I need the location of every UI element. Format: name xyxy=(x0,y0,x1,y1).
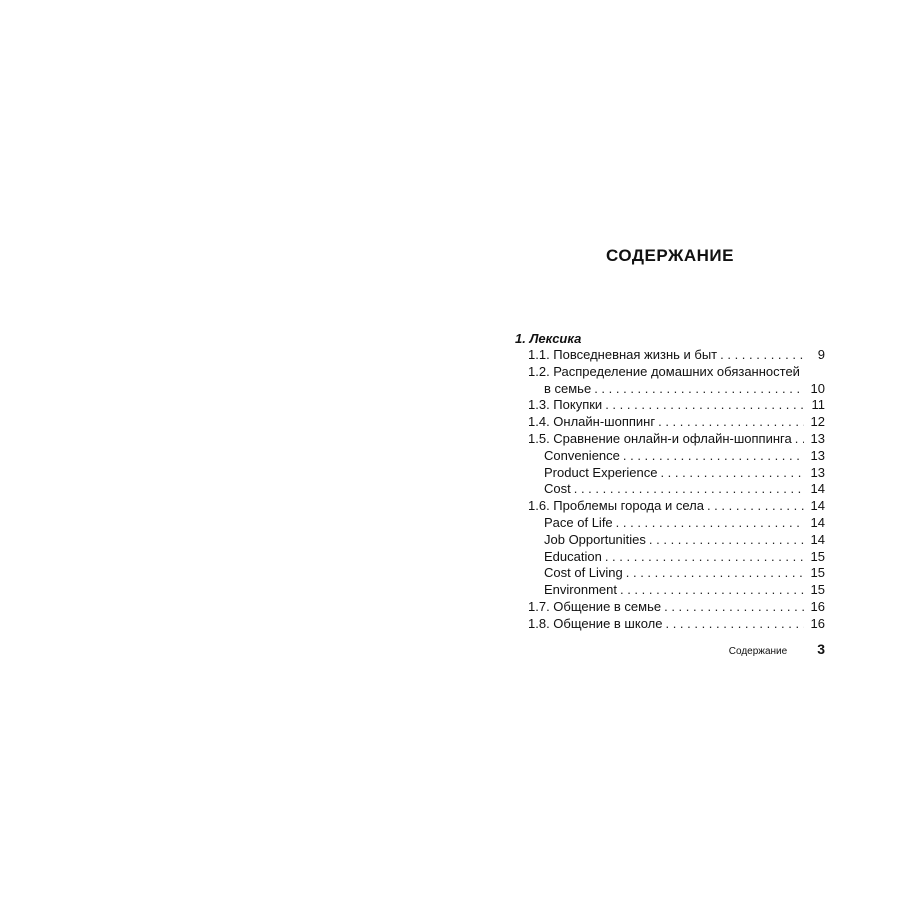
toc-entry-page: 11 xyxy=(811,397,825,413)
toc-entry-label: Convenience xyxy=(544,447,620,463)
toc-entry-page: 13 xyxy=(810,430,825,446)
toc-entry-label: Product Experience xyxy=(544,464,658,480)
toc-entry-page: 14 xyxy=(810,514,825,530)
toc-entry-label: 1.5. Сравнение онлайн-и офлайн-шоппинга xyxy=(528,430,792,446)
toc-leader-dots xyxy=(664,599,804,616)
toc-entry xyxy=(515,364,825,381)
page-footer xyxy=(700,641,825,657)
toc-entry-page: 14 xyxy=(810,531,825,547)
toc-entry-page: 13 xyxy=(810,447,825,463)
toc-entry-label: Education xyxy=(544,548,602,564)
toc-entry-label: 1.7. Общение в семье xyxy=(528,598,662,614)
toc-entry-page: 10 xyxy=(810,380,825,396)
toc-subentry xyxy=(515,582,825,599)
toc-entry xyxy=(515,599,825,616)
toc-leader-dots xyxy=(649,532,804,549)
toc-entry-continuation xyxy=(515,381,825,398)
toc-subentry xyxy=(515,448,825,465)
toc-leader-dots xyxy=(626,565,804,582)
toc-entry xyxy=(515,498,825,515)
toc-entry-page: 14 xyxy=(810,498,825,514)
toc-entry-label: Cost xyxy=(544,481,571,497)
toc-entry-page: 16 xyxy=(810,615,825,631)
toc-leader-dots xyxy=(707,498,804,515)
toc-subentry xyxy=(515,515,825,532)
toc-entry-label: 1.2. Распределение домашних обязанностей xyxy=(528,363,800,379)
toc-subentry xyxy=(515,532,825,549)
toc-leader-dots xyxy=(720,347,804,364)
toc-leader-dots xyxy=(620,582,804,599)
toc-entry-label: Environment xyxy=(544,582,617,598)
toc-entry-label: Job Opportunities xyxy=(544,531,646,547)
toc-leader-dots xyxy=(623,448,804,465)
toc-leader-dots xyxy=(665,616,804,633)
running-footer-label: Содержание xyxy=(728,646,788,657)
toc-section-title: 1. Лексика xyxy=(515,331,582,346)
toc-entry-label: в семье xyxy=(544,380,592,396)
toc-leader-dots xyxy=(658,414,804,431)
toc-entry xyxy=(515,616,825,633)
toc-entry-label: 1.8. Общение в школе xyxy=(528,615,663,631)
toc-entry-label: 1.1. Повседневная жизнь и быт xyxy=(528,347,718,362)
toc-entry-page: 15 xyxy=(810,548,825,564)
toc-entry-page: 9 xyxy=(817,347,825,362)
toc-leader-dots xyxy=(660,465,804,482)
toc-leader-dots xyxy=(795,431,804,448)
toc-entry-page: 15 xyxy=(810,565,825,581)
toc-entry-label: Pace of Life xyxy=(544,514,613,530)
toc-subentry xyxy=(515,465,825,482)
toc-entry-page: 12 xyxy=(810,414,825,430)
toc-entry-page: 13 xyxy=(810,464,825,480)
toc-entry xyxy=(515,414,825,431)
toc-entry-label: 1.6. Проблемы города и села xyxy=(528,498,704,514)
table-of-contents xyxy=(515,330,825,633)
toc-entry-page: 16 xyxy=(810,598,825,614)
toc-entry xyxy=(515,397,825,414)
page-number: 3 xyxy=(817,641,825,657)
toc-subentry xyxy=(515,549,825,566)
toc-leader-dots xyxy=(616,515,804,532)
toc-entry-page: 15 xyxy=(810,582,825,598)
toc-leader-dots xyxy=(594,381,804,398)
toc-subentry xyxy=(515,481,825,498)
toc-entry-label: 1.4. Онлайн-шоппинг xyxy=(528,414,656,430)
toc-entry xyxy=(515,347,825,364)
toc-entry xyxy=(515,431,825,448)
toc-entry-page: 14 xyxy=(810,481,825,497)
toc-entry-label: 1.3. Покупки xyxy=(528,397,603,413)
toc-leader-dots xyxy=(605,397,804,414)
toc-entry-label: Cost of Living xyxy=(544,565,623,581)
toc-subentry xyxy=(515,565,825,582)
toc-leader-dots xyxy=(574,481,804,498)
page-title: СОДЕРЖАНИЕ xyxy=(606,246,734,265)
toc-leader-dots xyxy=(605,549,804,566)
